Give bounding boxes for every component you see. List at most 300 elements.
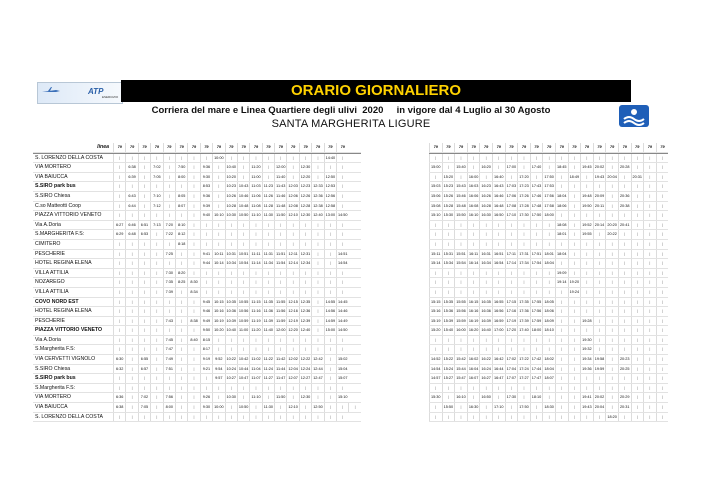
time-cell: | bbox=[530, 230, 543, 239]
time-cell: | bbox=[467, 345, 480, 354]
time-cell: | bbox=[150, 317, 162, 326]
time-cell: | bbox=[631, 192, 644, 201]
time-cell: | bbox=[618, 413, 631, 422]
time-cell: | bbox=[125, 413, 137, 422]
time-cell: | bbox=[324, 355, 336, 364]
time-cell: | bbox=[555, 173, 568, 182]
time-cell: | bbox=[656, 278, 669, 287]
time-cell: | bbox=[113, 298, 125, 307]
time-cell: | bbox=[580, 173, 593, 182]
time-cell: 10:22 bbox=[225, 355, 237, 364]
time-cell: | bbox=[505, 288, 518, 297]
time-cell: 7:02 bbox=[150, 163, 162, 172]
time-cell: 10:11 bbox=[212, 250, 224, 259]
time-cell: | bbox=[605, 336, 618, 345]
time-cell: 11:06 bbox=[249, 192, 261, 201]
time-cell: 11:39 bbox=[262, 317, 274, 326]
time-cell: | bbox=[542, 154, 555, 163]
time-cell: | bbox=[311, 250, 323, 259]
time-cell: | bbox=[555, 307, 568, 316]
time-cell: | bbox=[555, 317, 568, 326]
time-cell: 18:00 bbox=[530, 326, 543, 335]
time-cell: | bbox=[299, 269, 311, 278]
time-cell: | bbox=[568, 374, 581, 383]
time-cell: | bbox=[542, 240, 555, 249]
time-cell: | bbox=[605, 211, 618, 220]
time-cell: 16:46 bbox=[492, 192, 505, 201]
time-cell: | bbox=[150, 307, 162, 316]
time-cell: | bbox=[138, 413, 150, 422]
time-cell: 12:27 bbox=[299, 374, 311, 383]
time-cell: | bbox=[125, 269, 137, 278]
time-cell: 19:30 bbox=[580, 336, 593, 345]
time-cell: | bbox=[249, 413, 261, 422]
time-cell: | bbox=[555, 393, 568, 402]
time-cell: 20:23 bbox=[618, 355, 631, 364]
time-cell: | bbox=[442, 393, 455, 402]
time-cell: 16:44 bbox=[492, 365, 505, 374]
time-cell: 11:28 bbox=[262, 202, 274, 211]
time-cell: | bbox=[187, 269, 199, 278]
time-cell: 15:42 bbox=[454, 355, 467, 364]
time-cell: | bbox=[125, 259, 137, 268]
table-row bbox=[33, 269, 361, 279]
time-cell: 12:30 bbox=[299, 393, 311, 402]
time-cell: | bbox=[150, 403, 162, 412]
time-cell: 10:20 bbox=[225, 173, 237, 182]
time-cell: 12:16 bbox=[286, 307, 298, 316]
time-cell: 17:28 bbox=[517, 202, 530, 211]
line-number: 79 bbox=[299, 143, 311, 152]
plane-icon bbox=[42, 87, 60, 95]
time-cell: 10:36 bbox=[225, 307, 237, 316]
time-cell: 18:30 bbox=[542, 403, 555, 412]
table-row bbox=[429, 192, 668, 202]
table-row bbox=[33, 384, 361, 394]
line-number: 79 bbox=[643, 143, 656, 152]
time-cell: | bbox=[225, 230, 237, 239]
time-cell: | bbox=[605, 307, 618, 316]
time-cell: | bbox=[568, 307, 581, 316]
table-row bbox=[429, 221, 668, 231]
time-cell: | bbox=[175, 393, 187, 402]
time-cell: 12:56 bbox=[324, 192, 336, 201]
time-cell: | bbox=[643, 211, 656, 220]
time-cell: | bbox=[336, 403, 348, 412]
time-cell: | bbox=[593, 259, 606, 268]
time-cell: | bbox=[643, 326, 656, 335]
time-cell: | bbox=[631, 230, 644, 239]
time-cell: 6:57 bbox=[138, 365, 150, 374]
time-cell: | bbox=[492, 240, 505, 249]
time-cell: 14:51 bbox=[336, 250, 348, 259]
time-cell: 12:08 bbox=[286, 202, 298, 211]
time-cell: | bbox=[237, 154, 249, 163]
line-number: 79 bbox=[113, 143, 125, 152]
time-cell: | bbox=[454, 345, 467, 354]
time-cell: | bbox=[274, 221, 286, 230]
time-cell: | bbox=[492, 413, 505, 422]
time-cell: | bbox=[311, 163, 323, 172]
time-cell: | bbox=[580, 240, 593, 249]
time-cell: | bbox=[125, 307, 137, 316]
time-cell: 15:28 bbox=[442, 202, 455, 211]
time-cell: | bbox=[138, 211, 150, 220]
time-cell: | bbox=[311, 307, 323, 316]
time-cell: | bbox=[212, 221, 224, 230]
time-cell: 11:51 bbox=[274, 250, 286, 259]
time-cell: 15:26 bbox=[442, 192, 455, 201]
time-cell: | bbox=[442, 240, 455, 249]
time-cell: 10:28 bbox=[225, 202, 237, 211]
time-cell: | bbox=[631, 307, 644, 316]
time-cell: | bbox=[618, 230, 631, 239]
time-cell: | bbox=[324, 221, 336, 230]
time-cell: | bbox=[467, 269, 480, 278]
stop-name: VILLA ATTILIA bbox=[35, 288, 69, 295]
time-cell: | bbox=[580, 374, 593, 383]
time-cell: | bbox=[150, 259, 162, 268]
time-cell: | bbox=[336, 202, 348, 211]
time-cell: | bbox=[274, 384, 286, 393]
time-cell: | bbox=[656, 374, 669, 383]
time-cell: | bbox=[237, 278, 249, 287]
time-cell: | bbox=[643, 182, 656, 191]
stop-name: VIA BAIUCCA bbox=[35, 173, 68, 180]
time-cell: | bbox=[631, 202, 644, 211]
time-cell: 17:58 bbox=[542, 202, 555, 211]
time-cell: 15:07 bbox=[336, 374, 348, 383]
time-cell: | bbox=[348, 403, 360, 412]
time-cell: 15:20 bbox=[429, 326, 442, 335]
time-cell: | bbox=[286, 278, 298, 287]
time-cell: | bbox=[237, 288, 249, 297]
time-cell: | bbox=[286, 154, 298, 163]
time-cell: | bbox=[274, 240, 286, 249]
time-cell: | bbox=[479, 221, 492, 230]
time-cell: | bbox=[249, 154, 261, 163]
line-number: 79 bbox=[517, 143, 530, 152]
time-cell: | bbox=[249, 345, 261, 354]
time-cell: 17:20 bbox=[517, 173, 530, 182]
time-cell: 11:42 bbox=[274, 355, 286, 364]
time-cell: 17:50 bbox=[517, 403, 530, 412]
time-cell: 6:39 bbox=[125, 173, 137, 182]
time-cell: | bbox=[643, 250, 656, 259]
time-cell: | bbox=[555, 345, 568, 354]
time-cell: | bbox=[163, 413, 175, 422]
time-cell: 15:08 bbox=[429, 202, 442, 211]
time-cell: 19:55 bbox=[580, 230, 593, 239]
time-cell: | bbox=[656, 288, 669, 297]
time-cell: 17:14 bbox=[505, 259, 518, 268]
time-cell: | bbox=[618, 250, 631, 259]
line-number: 79 bbox=[542, 143, 555, 152]
line-number: 79 bbox=[580, 143, 593, 152]
time-cell: | bbox=[656, 211, 669, 220]
time-cell: 7:22 bbox=[163, 230, 175, 239]
time-cell: 15:34 bbox=[442, 259, 455, 268]
time-cell: | bbox=[656, 182, 669, 191]
line-number: 79 bbox=[138, 143, 150, 152]
time-cell: | bbox=[530, 336, 543, 345]
line-number: 79 bbox=[631, 143, 644, 152]
time-cell: | bbox=[150, 345, 162, 354]
time-cell: | bbox=[530, 384, 543, 393]
time-cell: 6:51 bbox=[138, 221, 150, 230]
time-cell: 12:04 bbox=[286, 365, 298, 374]
time-cell: | bbox=[542, 269, 555, 278]
time-cell: 9:50 bbox=[200, 326, 212, 335]
time-cell: | bbox=[618, 173, 631, 182]
time-cell: | bbox=[212, 240, 224, 249]
time-cell: | bbox=[237, 230, 249, 239]
time-cell: | bbox=[125, 298, 137, 307]
time-cell: 20:31 bbox=[618, 403, 631, 412]
time-cell: | bbox=[311, 384, 323, 393]
time-cell: | bbox=[225, 240, 237, 249]
time-cell: 19:48 bbox=[580, 192, 593, 201]
time-cell: | bbox=[113, 182, 125, 191]
time-cell: | bbox=[175, 403, 187, 412]
time-cell: 7:35 bbox=[163, 278, 175, 287]
time-cell: | bbox=[492, 163, 505, 172]
time-cell: | bbox=[138, 269, 150, 278]
time-cell: | bbox=[568, 163, 581, 172]
time-cell: 19:32 bbox=[580, 345, 593, 354]
time-cell: 7:13 bbox=[150, 221, 162, 230]
time-cell: | bbox=[187, 307, 199, 316]
time-cell: 20:20 bbox=[605, 221, 618, 230]
time-cell: | bbox=[542, 345, 555, 354]
time-cell: | bbox=[286, 240, 298, 249]
time-cell: 8:00 bbox=[175, 173, 187, 182]
time-cell: | bbox=[492, 393, 505, 402]
table-row bbox=[33, 211, 361, 221]
time-cell: | bbox=[479, 230, 492, 239]
time-cell: 9:49 bbox=[200, 317, 212, 326]
time-cell: | bbox=[656, 413, 669, 422]
time-cell: 19:59 bbox=[593, 365, 606, 374]
time-cell: | bbox=[605, 154, 618, 163]
time-cell: | bbox=[618, 211, 631, 220]
table-row bbox=[33, 182, 361, 192]
time-cell: 7:47 bbox=[163, 345, 175, 354]
time-cell: 17:26 bbox=[517, 192, 530, 201]
time-cell: 10:20 bbox=[212, 326, 224, 335]
time-cell: 16:14 bbox=[467, 259, 480, 268]
time-cell: | bbox=[237, 240, 249, 249]
time-cell: | bbox=[593, 154, 606, 163]
time-cell: 12:15 bbox=[286, 298, 298, 307]
time-cell: | bbox=[311, 317, 323, 326]
time-cell: 10:55 bbox=[237, 298, 249, 307]
time-cell: | bbox=[593, 384, 606, 393]
time-cell: | bbox=[324, 163, 336, 172]
time-cell: | bbox=[225, 403, 237, 412]
time-cell: | bbox=[656, 307, 669, 316]
time-cell: 17:03 bbox=[505, 182, 518, 191]
time-cell: 11:03 bbox=[249, 182, 261, 191]
time-cell: | bbox=[324, 403, 336, 412]
time-cell: 8:12 bbox=[175, 230, 187, 239]
time-cell: 16:03 bbox=[467, 182, 480, 191]
time-cell: | bbox=[442, 221, 455, 230]
time-cell: | bbox=[568, 240, 581, 249]
time-cell: | bbox=[262, 163, 274, 172]
time-cell: | bbox=[187, 202, 199, 211]
time-cell: 7:20 bbox=[163, 221, 175, 230]
time-cell: 15:40 bbox=[442, 326, 455, 335]
time-cell: | bbox=[505, 221, 518, 230]
time-cell: | bbox=[656, 345, 669, 354]
time-cell: | bbox=[605, 345, 618, 354]
time-cell: | bbox=[442, 384, 455, 393]
time-cell: | bbox=[618, 240, 631, 249]
time-cell: 12:34 bbox=[299, 259, 311, 268]
time-cell: 19:41 bbox=[580, 393, 593, 402]
time-cell: 16:22 bbox=[479, 355, 492, 364]
time-cell: 16:47 bbox=[492, 374, 505, 383]
line-number: 79 bbox=[150, 143, 162, 152]
time-cell: 12:36 bbox=[311, 192, 323, 201]
time-cell: | bbox=[225, 336, 237, 345]
time-cell: 10:00 bbox=[212, 403, 224, 412]
time-cell: 14:54 bbox=[336, 259, 348, 268]
time-cell: | bbox=[113, 269, 125, 278]
time-cell: | bbox=[262, 173, 274, 182]
time-cell: | bbox=[113, 250, 125, 259]
time-cell: 12:58 bbox=[324, 202, 336, 211]
time-cell: 7:51 bbox=[163, 365, 175, 374]
time-cell: 12:30 bbox=[299, 163, 311, 172]
time-cell: | bbox=[442, 278, 455, 287]
time-cell: | bbox=[286, 336, 298, 345]
time-cell: 16:23 bbox=[479, 182, 492, 191]
time-cell: 14:49 bbox=[336, 317, 348, 326]
time-cell: 16:24 bbox=[479, 365, 492, 374]
time-cell: | bbox=[175, 384, 187, 393]
time-cell: 8:53 bbox=[200, 182, 212, 191]
table-row bbox=[33, 278, 361, 288]
time-cell: | bbox=[631, 336, 644, 345]
line-number: 79 bbox=[200, 143, 212, 152]
time-cell: 10:40 bbox=[225, 326, 237, 335]
time-cell: | bbox=[336, 182, 348, 191]
time-cell: 18:45 bbox=[555, 163, 568, 172]
time-cell: 10:42 bbox=[237, 355, 249, 364]
time-cell: 17:55 bbox=[530, 298, 543, 307]
time-cell: | bbox=[187, 250, 199, 259]
time-cell: | bbox=[138, 192, 150, 201]
time-cell: | bbox=[530, 221, 543, 230]
time-cell: | bbox=[542, 288, 555, 297]
time-cell: | bbox=[454, 221, 467, 230]
time-cell: | bbox=[618, 326, 631, 335]
time-cell: 10:50 bbox=[237, 403, 249, 412]
time-cell: | bbox=[113, 374, 125, 383]
time-cell: | bbox=[605, 326, 618, 335]
time-cell: 11:46 bbox=[274, 192, 286, 201]
time-cell: | bbox=[175, 355, 187, 364]
table-row bbox=[429, 202, 668, 212]
time-cell: 16:27 bbox=[479, 374, 492, 383]
time-cell: | bbox=[643, 173, 656, 182]
time-cell: | bbox=[568, 269, 581, 278]
time-cell: | bbox=[593, 326, 606, 335]
time-cell: 18:04 bbox=[555, 192, 568, 201]
time-cell: 9:54 bbox=[212, 365, 224, 374]
time-cell: | bbox=[311, 259, 323, 268]
time-cell: 11:26 bbox=[262, 192, 274, 201]
time-cell: 10:40 bbox=[225, 163, 237, 172]
line-number: 79 bbox=[212, 143, 224, 152]
line-number: 79 bbox=[618, 143, 631, 152]
time-cell: 10:00 bbox=[212, 154, 224, 163]
time-cell: | bbox=[187, 345, 199, 354]
time-cell: 17:23 bbox=[517, 182, 530, 191]
time-cell: 17:27 bbox=[517, 374, 530, 383]
time-cell: | bbox=[454, 413, 467, 422]
time-cell: 16:07 bbox=[467, 374, 480, 383]
time-cell: | bbox=[212, 384, 224, 393]
header-label: linea bbox=[97, 144, 109, 150]
time-cell: | bbox=[542, 221, 555, 230]
time-cell: | bbox=[187, 154, 199, 163]
time-cell: | bbox=[542, 230, 555, 239]
time-cell: 8:17 bbox=[200, 345, 212, 354]
time-cell: 18:04 bbox=[542, 259, 555, 268]
time-cell: | bbox=[505, 403, 518, 412]
time-cell: | bbox=[187, 192, 199, 201]
time-cell: | bbox=[429, 345, 442, 354]
time-cell: | bbox=[454, 173, 467, 182]
time-cell: | bbox=[225, 345, 237, 354]
time-cell: | bbox=[593, 240, 606, 249]
time-cell: 11:00 bbox=[237, 326, 249, 335]
time-cell: | bbox=[311, 278, 323, 287]
time-cell: | bbox=[605, 269, 618, 278]
time-cell: | bbox=[656, 192, 669, 201]
time-cell: 12:24 bbox=[299, 365, 311, 374]
time-cell: | bbox=[125, 393, 137, 402]
time-cell: 11:04 bbox=[249, 365, 261, 374]
time-cell: 11:30 bbox=[262, 403, 274, 412]
time-cell: | bbox=[262, 221, 274, 230]
time-cell: 16:20 bbox=[467, 326, 480, 335]
time-cell: | bbox=[200, 230, 212, 239]
time-cell: | bbox=[336, 269, 348, 278]
time-cell: | bbox=[568, 345, 581, 354]
time-cell: | bbox=[286, 163, 298, 172]
time-cell: 16:40 bbox=[479, 326, 492, 335]
time-cell: | bbox=[262, 269, 274, 278]
time-cell: | bbox=[580, 384, 593, 393]
time-cell: 10:23 bbox=[225, 182, 237, 191]
time-cell: | bbox=[187, 326, 199, 335]
time-cell: | bbox=[138, 384, 150, 393]
time-cell: | bbox=[643, 336, 656, 345]
time-cell: 7:05 bbox=[138, 403, 150, 412]
time-cell: 17:04 bbox=[505, 365, 518, 374]
time-cell: | bbox=[530, 240, 543, 249]
table-row bbox=[429, 384, 668, 394]
table-row bbox=[33, 163, 361, 173]
time-cell: 10:54 bbox=[237, 259, 249, 268]
time-cell: 18:02 bbox=[542, 355, 555, 364]
time-cell: | bbox=[237, 173, 249, 182]
time-cell: 12:02 bbox=[286, 355, 298, 364]
